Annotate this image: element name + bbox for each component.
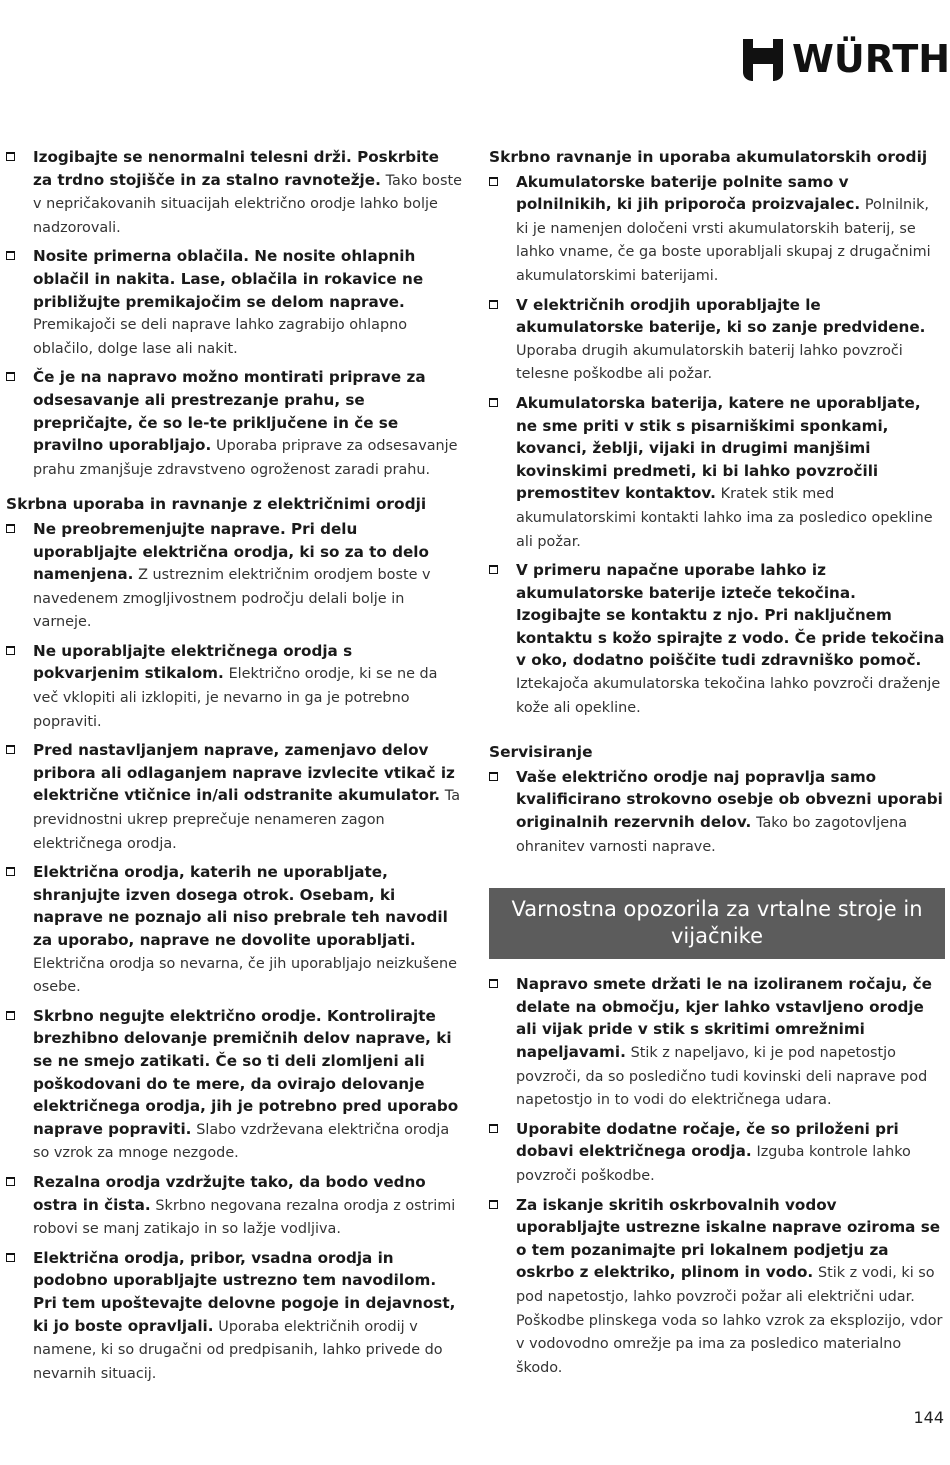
item-normal-text: Polnilnik, ki je namenjen določeni vrsti akumulatorskih baterij, se lahko vname, če ga boste uporabljali skupaj z drugačnimi akumulatorskimi baterijami.	[516, 197, 931, 284]
list-item-text	[516, 171, 945, 288]
checkbox-bullet-icon	[6, 1253, 15, 1262]
checkbox-bullet-icon	[489, 177, 498, 186]
list-item-text	[33, 366, 462, 481]
item-bold-text: Za iskanje skritih oskrbovalnih vodov uporabljajte ustrezne iskalne naprave oziroma se o tem pozanimajte pri lokalnem podjetju za oskrbo z elektriko, plinom in vodo.	[516, 1195, 941, 1282]
list-item	[6, 640, 462, 733]
item-bold-text: V električnih orodjih uporabljajte le akumulatorske baterije, ki so zanje predvidene.	[516, 295, 926, 337]
list-item	[6, 1005, 462, 1165]
tool-use-list	[6, 518, 462, 1385]
section-title-battery: Skrbno ravnanje in uporaba akumulatorskih orodij	[489, 148, 928, 166]
list-item	[6, 245, 462, 360]
checkbox-bullet-icon	[6, 646, 15, 655]
checkbox-bullet-icon	[6, 1177, 15, 1186]
brand-name: WÜRTH	[792, 37, 950, 81]
page-number: 144	[913, 1408, 944, 1427]
item-normal-text: Z ustreznim električnim orodjem boste v navedenem zmogljivostnem področju delali bolje in varneje.	[33, 567, 431, 631]
section-title-service: Servisiranje	[489, 743, 593, 762]
item-normal-text: Tako bo zagotovljena ohranitev varnosti naprave.	[516, 815, 908, 855]
list-item	[489, 1194, 945, 1380]
checkbox-bullet-icon	[6, 524, 15, 533]
item-bold-text: Rezalna orodja vzdržujte tako, da bodo vedno ostra in čista.	[33, 1172, 426, 1214]
list-item	[489, 1118, 945, 1188]
item-bold-text: Pred nastavljanjem naprave, zamenjavo delov pribora ali odlaganjem naprave izvlecite vtikač iz električne vtičnice in/ali odstranite akumulator.	[33, 741, 455, 805]
checkbox-bullet-icon	[6, 372, 15, 381]
list-item-text	[33, 1247, 462, 1386]
item-normal-text: Iztekajoča akumulatorska tekočina lahko povzroči draženje kože ali opekline.	[516, 676, 941, 716]
list-item-text	[33, 861, 462, 999]
list-item-text	[516, 1118, 945, 1188]
battery-list	[489, 171, 945, 720]
wurth-logo	[742, 38, 950, 84]
left-column	[6, 146, 462, 1391]
item-normal-text: Električno orodje, ki se ne da več vklopiti ali izklopiti, je nevarno in ga je potrebno popraviti.	[33, 666, 438, 730]
service-list	[489, 766, 945, 858]
list-item-text	[33, 146, 462, 239]
item-normal-text: Slabo vzdrževana električna orodja so vzrok za mnoge nezgode.	[33, 1121, 450, 1162]
item-normal-text: Stik z vodi, ki so pod napetostjo, lahko povzroči požar ali električni udar. Poškodbe plinskega voda so lahko vzrok za eksplozijo, vdor v vodovodno omrežje pa ima za posledico materialno škodo.	[516, 1265, 943, 1376]
item-bold-text: Vaše električno orodje naj popravlja samo kvalificirano strokovno osebje ob obvezni uporabi originalnih rezervnih delov.	[516, 767, 943, 832]
item-bold-text: Električna orodja, pribor, vsadna orodja in podobno uporabljajte ustrezno tem navodilom. Pri tem upoštevajte delovne pogoje in dejavnost, ki jo boste opravljali.	[33, 1248, 456, 1335]
list-item-text	[33, 1005, 462, 1165]
list-item-text	[516, 294, 945, 386]
item-normal-text: Ta previdnostni ukrep preprečuje nenameren zagon električnega orodja.	[33, 788, 461, 852]
item-bold-text: Izogibajte se nenormalni telesni drži. Poskrbite za trdno stojišče in za stalno ravnotežje.	[33, 148, 439, 189]
checkbox-bullet-icon	[6, 152, 15, 161]
item-normal-text: Izguba kontrole lahko povzroči poškodbe.	[516, 1144, 911, 1184]
checkbox-bullet-icon	[489, 398, 498, 407]
item-bold-text: Akumulatorske baterije polnite samo v polnilnikih, ki jih priporoča proizvajalec.	[516, 172, 861, 214]
item-normal-text: Premikajoči se deli naprave lahko zagrabijo ohlapno oblačilo, dolge lase ali nakit.	[33, 317, 408, 357]
list-item-text	[516, 559, 945, 719]
item-bold-text: Uporabite dodatne ročaje, če so priloženi pri dobavi električnega orodja.	[516, 1119, 899, 1161]
item-normal-text: Kratek stik med akumulatorskimi kontakti lahko ima za posledico opekline ali požar.	[516, 486, 933, 550]
item-normal-text: Uporaba priprave za odsesavanje prahu zmanjšuje zdravstveno ogroženost zaradi prahu.	[33, 438, 458, 478]
checkbox-bullet-icon	[6, 867, 15, 876]
drill-safety-banner: Varnostna opozorila za vrtalne stroje in vijačnike	[489, 888, 945, 959]
checkbox-bullet-icon	[489, 1124, 498, 1133]
item-bold-text: Nosite primerna oblačila. Ne nosite ohlapnih oblačil in nakita. Lase, oblačila in rokavice ne približujte premikajočim se delom naprave.	[33, 247, 424, 311]
list-item	[489, 392, 945, 553]
checkbox-bullet-icon	[6, 745, 15, 754]
list-item-text	[33, 640, 462, 733]
list-item	[6, 1171, 462, 1241]
section-title-tool-use: Skrbna uporaba in ravnanje z električnimi orodji	[6, 495, 427, 514]
wurth-emblem-icon	[742, 38, 784, 82]
list-item	[489, 171, 945, 288]
item-normal-text: Električna orodja so nevarna, če jih uporabljajo neizkušene osebe.	[33, 955, 457, 996]
list-item	[6, 146, 462, 239]
list-item-text	[516, 1194, 945, 1380]
list-item-text	[33, 1171, 462, 1241]
item-normal-text: Uporaba električnih orodij v namene, ki so drugačni od predpisanih, lahko privede do nevarnih situacij.	[33, 1318, 443, 1382]
checkbox-bullet-icon	[489, 772, 498, 781]
list-item	[6, 518, 462, 634]
item-bold-text: Napravo smete držati le na izoliranem ročaju, če delate na območju, kjer lahko vstavljeno orodje ali vijak pride v stik s skritimi omrežnimi napeljavami.	[516, 975, 932, 1061]
list-item-text	[33, 245, 462, 360]
list-item	[6, 739, 462, 855]
list-item	[489, 973, 945, 1112]
list-item	[6, 366, 462, 481]
list-item	[489, 559, 945, 719]
checkbox-bullet-icon	[489, 565, 498, 574]
list-item-text	[33, 518, 462, 634]
item-bold-text: V primeru napačne uporabe lahko iz akumulatorske baterije izteče tekočina. Izogibajte se kontaktu z njo. Pri naključnem kontaktu s kožo spirajte z vodo. Če pride tekočina v oko, dodatno poiščite tudi zdravniško pomoč.	[516, 561, 945, 670]
item-normal-text: Tako boste v nepričakovanih situacijah električno orodje lahko bolje nadzorovali.	[33, 172, 462, 236]
list-item	[6, 1247, 462, 1386]
item-bold-text: Akumulatorska baterija, katere ne uporabljate, ne sme priti v stik s pisarniškimi sponkami, kovanci, žeblji, vijaki in drugimi manjšimi kovinskimi predmeti, ki bi lahko povzročili premostitev kontaktov.	[516, 393, 921, 503]
item-bold-text: Če je na napravo možno montirati priprave za odsesavanje ali prestrezanje prahu, se prepričajte, če so le-te priključene in če se pravilno uporabljajo.	[33, 368, 426, 455]
list-item-text	[516, 392, 945, 553]
item-normal-text: Stik z napeljavo, ki je pod napetostjo povzroči, da so posledično tudi kovinski deli naprave pod napetostjo in to vodi do električnega udara.	[516, 1045, 928, 1109]
item-bold-text: Ne preobremenjujte naprave. Pri delu uporabljajte električna orodja, ki so za to delo namenjena.	[33, 519, 429, 584]
item-bold-text: Električna orodja, katerih ne uporabljate, shranjujte izven dosega otrok. Osebam, ki naprave ne poznajo ali niso prebrale teh navodil za uporabo, naprave ne dovolite uporabljati.	[33, 863, 448, 949]
list-item-text	[516, 766, 945, 858]
item-normal-text: Skrbno negovana rezalna orodja z ostrimi robovi se manj zatikajo in so lažje vodljiva.	[33, 1197, 456, 1238]
list-item-text	[33, 739, 462, 855]
list-item	[6, 861, 462, 999]
list-item	[489, 294, 945, 386]
checkbox-bullet-icon	[489, 1200, 498, 1209]
drill-safety-list	[489, 973, 945, 1379]
checkbox-bullet-icon	[489, 979, 498, 988]
checkbox-bullet-icon	[6, 1011, 15, 1020]
checkbox-bullet-icon	[489, 300, 498, 309]
item-normal-text: Uporaba drugih akumulatorskih baterij lahko povzroči telesne poškodbe ali požar.	[516, 342, 903, 383]
checkbox-bullet-icon	[6, 251, 15, 260]
list-item	[489, 766, 945, 858]
intro-list	[6, 146, 462, 481]
right-column	[489, 146, 945, 1385]
item-bold-text: Skrbno negujte električno orodje. Kontrolirajte brezhibno delovanje premičnih delov naprave, ki se ne smejo zatikati. Če so ti deli zlomljeni ali poškodovani do te mere, da ovirajo delovanje električnega orodja, jih je potrebno pred uporabo naprave popraviti.	[33, 1006, 459, 1138]
item-bold-text: Ne uporabljajte električnega orodja s pokvarjenim stikalom.	[33, 641, 353, 683]
list-item-text	[516, 973, 945, 1112]
